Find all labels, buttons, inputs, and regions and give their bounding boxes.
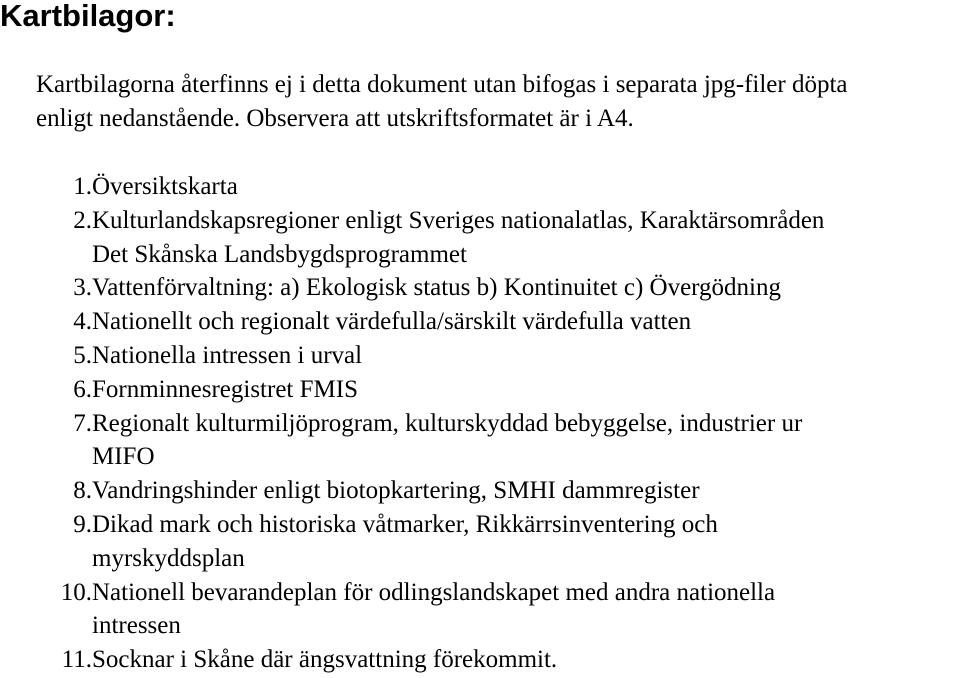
list-item-text <box>92 170 942 204</box>
list-item-line: Nationell bevarandeplan för odlingslandskapet med andra nationella <box>92 578 776 606</box>
list-item-line: Vattenförvaltning: a) Ekologisk status b) Kontinuitet c) Övergödning <box>92 274 782 302</box>
list-item-text <box>92 305 942 339</box>
list-item-line: Det Skånska Landsbygdsprogrammet <box>92 240 467 268</box>
list-item <box>36 576 956 644</box>
list-item <box>36 508 956 576</box>
list-item-text <box>92 407 942 475</box>
list-item-number: 4. <box>73 308 92 336</box>
list-item-line: Fornminnesregistret FMIS <box>92 375 358 403</box>
list-item-line: Nationellt och regionalt värdefulla/särskilt värdefulla vatten <box>92 308 692 336</box>
list-item-text <box>92 204 942 272</box>
list-item-number: 6. <box>73 375 92 403</box>
list-item-line: Regionalt kulturmiljöprogram, kulturskyddad bebyggelse, industrier ur <box>92 409 803 437</box>
list-item <box>36 373 956 407</box>
list-item-number: 8. <box>73 477 92 505</box>
list-item-text <box>92 474 942 508</box>
list-item-line: Socknar i Skåne där ängsvattning förekommit. <box>92 646 558 674</box>
list-item <box>36 305 956 339</box>
list-item-line: MIFO <box>92 443 155 471</box>
list-item-line: Översiktskarta <box>92 173 238 200</box>
list-item-number: 2. <box>73 206 92 234</box>
list-item-line: intressen <box>92 612 181 640</box>
list-item-text <box>92 643 942 677</box>
list-item <box>36 407 956 475</box>
list-item-number: 9. <box>73 510 92 538</box>
list-item-number: 1. <box>73 173 92 200</box>
intro-paragraph <box>36 68 956 136</box>
list-item-text <box>92 271 942 305</box>
list-item-line: Nationella intressen i urval <box>92 341 363 369</box>
list-item-line: myrskyddsplan <box>92 544 245 572</box>
list-item <box>36 643 956 677</box>
list-item-number: 10. <box>60 578 92 606</box>
map-appendix-list <box>36 170 956 677</box>
list-item-number: 7. <box>73 409 92 437</box>
list-item-number: 3. <box>73 274 92 302</box>
page-heading: Kartbilagor: <box>0 0 176 33</box>
list-item-number: 5. <box>73 341 92 369</box>
list-item-text <box>92 373 942 407</box>
list-item-text <box>92 339 942 373</box>
list-item-text <box>92 576 942 644</box>
list-item <box>36 271 956 305</box>
list-item <box>36 474 956 508</box>
list-item-line: Kulturlandskapsregioner enligt Sveriges nationalatlas, Karaktärsområden <box>92 206 825 234</box>
list-item-text <box>92 508 942 576</box>
intro-line-1: Kartbilagorna återfinns ej i detta dokument utan bifogas i separata jpg-filer döpta <box>36 71 848 98</box>
intro-line-2: enligt nedanstående. Observera att utskriftsformatet är i A4. <box>36 105 634 132</box>
list-item <box>36 204 956 272</box>
list-item-number: 11. <box>61 646 92 674</box>
list-item-line: Vandringshinder enligt biotopkartering, SMHI dammregister <box>92 477 700 505</box>
list-item <box>36 339 956 373</box>
list-item-line: Dikad mark och historiska våtmarker, Rikkärrsinventering och <box>92 510 718 538</box>
list-item <box>36 170 956 204</box>
